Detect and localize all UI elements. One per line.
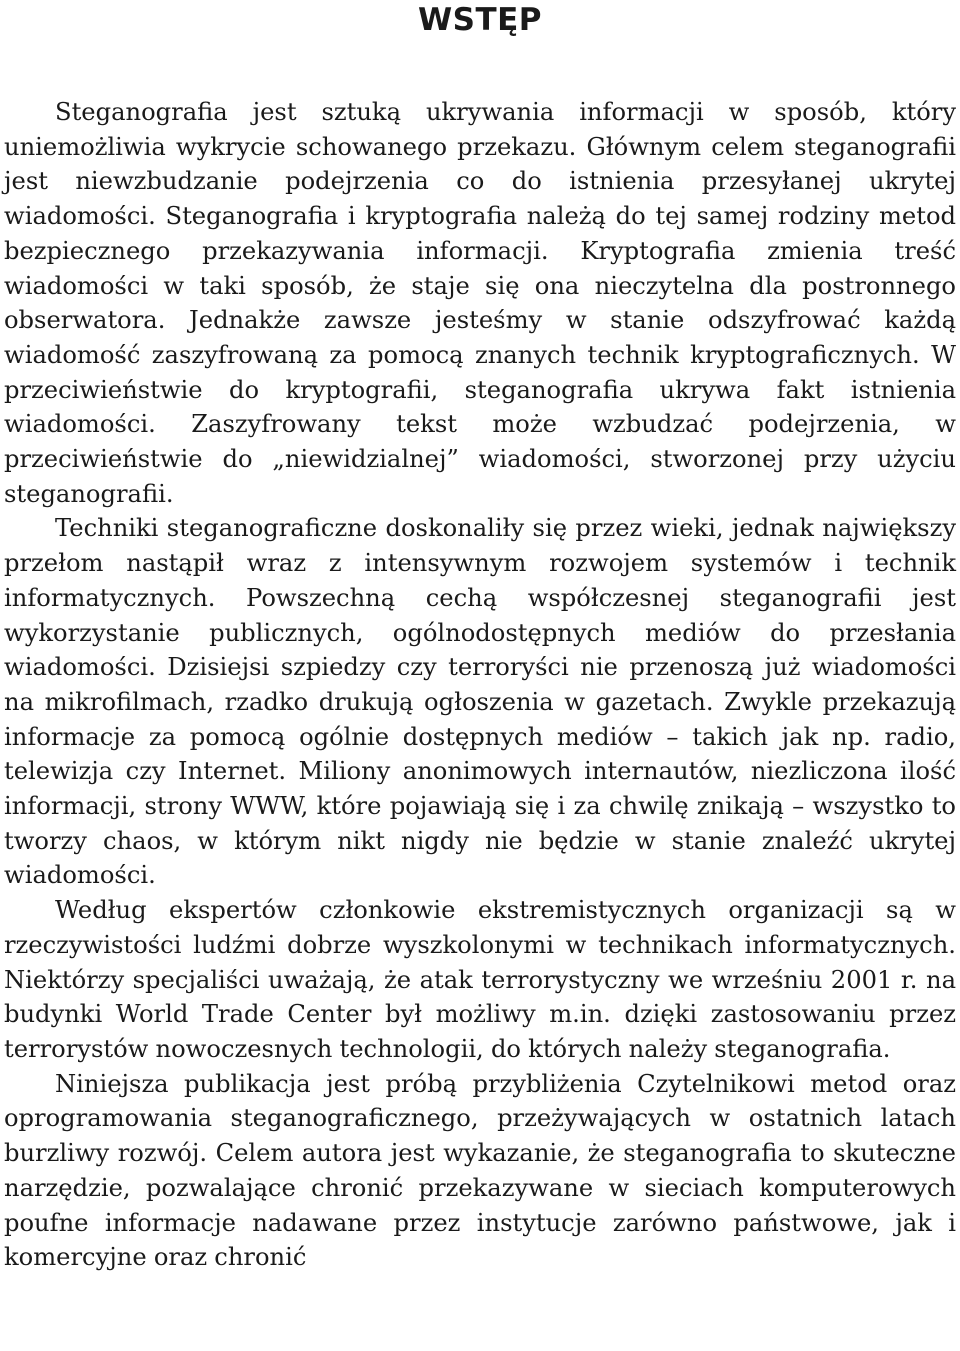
body-text (4, 95, 956, 1275)
paragraph-3: Według ekspertów członkowie ekstremistycznych organizacji są w rzeczywistości ludźmi dobrze wyszkolonymi w technikach informatycznych. Niektórzy specjaliści uważają, że atak terrorystyczny we wrześniu 2001 r. na budynki World Trade Center był możliwy m.in. dzięki zastosowaniu przez terrorystów nowoczesnych technologii, do których należy steganografia. (4, 896, 956, 1063)
page-title: WSTĘP (417, 2, 543, 38)
paragraph-4: Niniejsza publikacja jest próbą przybliżenia Czytelnikowi metod oraz oprogramowania steganograficznego, przeżywających w ostatnich latach burzliwy rozwój. Celem autora jest wykazanie, że steganografia to skuteczne narzędzie, pozwalające chronić przekazywane w sieciach komputerowych poufne informacje nadawane przez instytucje zarówno państwowe, jak i komercyjne oraz chronić (4, 1069, 956, 1272)
document-page (4, 0, 956, 1275)
paragraph-2: Techniki steganograficzne doskonaliły się przez wieki, jednak największy przełom nastąpił wraz z intensywnym rozwojem systemów i technik informatycznych. Powszechną cechą współczesnej steganografii jest wykorzystanie publicznych, ogólnodostępnych mediów do przesłania wiadomości. Dzisiejsi szpiedzy czy terroryści nie przenoszą już wiadomości na mikrofilmach, rzadko drukują ogłoszenia w gazetach. Zwykle przekazują informacje za pomocą ogólnie dostępnych mediów – takich jak np. radio, telewizja czy Internet. Miliony anonimowych internautów, niezliczona ilość informacji, strony WWW, które pojawiają się i za chwilę znikają – wszystko to tworzy chaos, w którym nikt nigdy nie będzie w stanie znaleźć ukrytej wiadomości. (4, 514, 956, 890)
paragraph-1: Steganografia jest sztuką ukrywania informacji w sposób, który uniemożliwia wykrycie schowanego przekazu. Głównym celem steganografii jest niewzbudzanie podejrzenia co do istnienia przesyłanej ukrytej wiadomości. Steganografia i kryptografia należą do tej samej rodziny metod bezpiecznego przekazywania informacji. Kryptografia zmienia treść wiadomości w taki sposób, że staje się ona nieczytelna dla postronnego obserwatora. Jednakże zawsze jesteśmy w stanie odszyfrować każdą wiadomość zaszyfrowaną za pomocą znanych technik kryptograficznych. W przeciwieństwie do kryptografii, steganografia ukrywa fakt istnienia wiadomości. Zaszyfrowany tekst może wzbudzać podejrzenia, w przeciwieństwie do „niewidzialnej” wiadomości, stworzonej przy użyciu steganografii. (4, 98, 956, 508)
